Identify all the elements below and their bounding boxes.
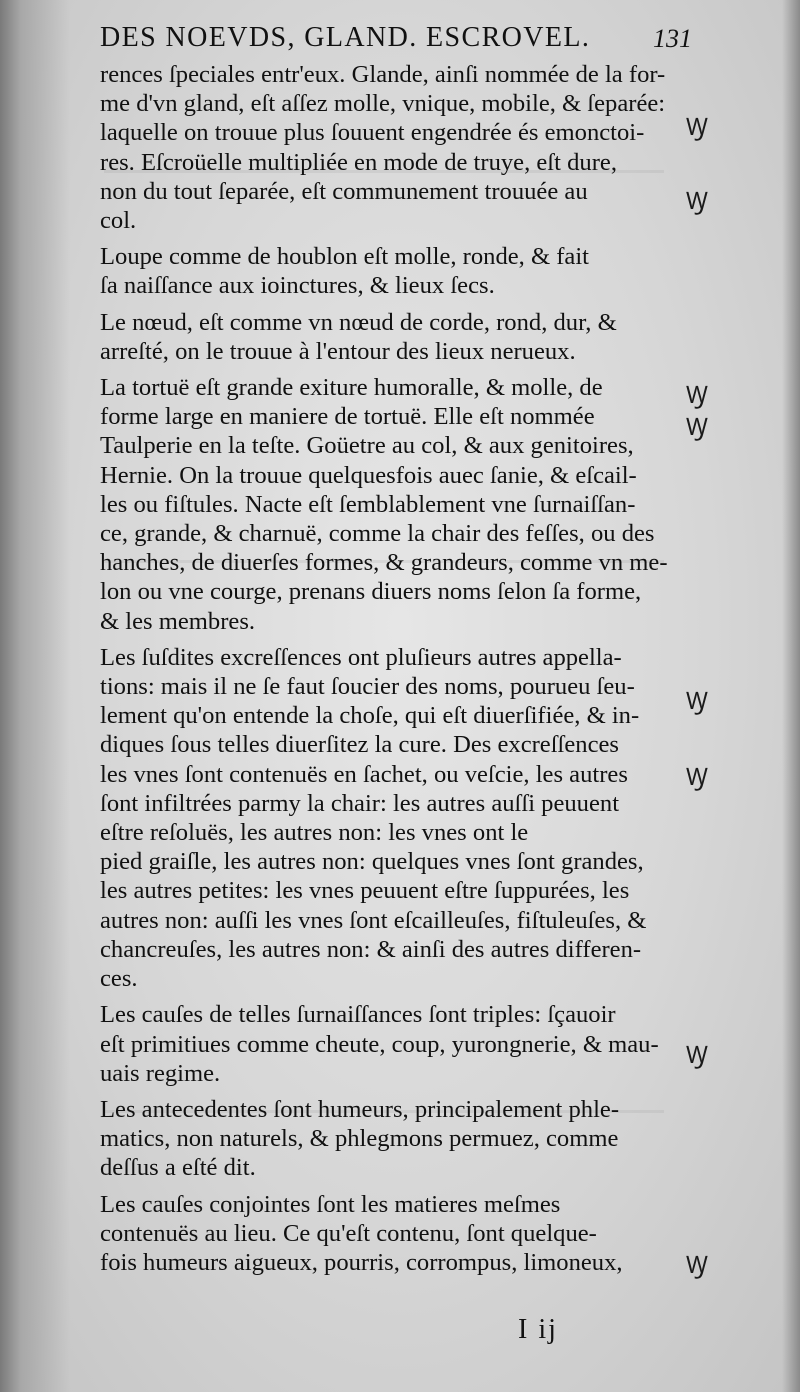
text-line: eſt primitiues comme cheute, coup, yurongnerie, & mau-	[100, 1030, 659, 1058]
text-line: hanches, de diuerſes formes, & grandeurs, comme vn me-	[100, 549, 668, 577]
text-line: fois humeurs aigueux, pourris, corrompus, limoneux,	[100, 1248, 623, 1276]
text-line: ce, grande, & charnuë, comme la chair des feſſes, ou des	[100, 520, 655, 548]
text-line: laquelle on trouue plus ſouuent engendrée és emonctoi-	[100, 119, 645, 147]
margin-mark-icon: Ꝡ	[685, 381, 709, 409]
text-line: col.	[100, 207, 137, 235]
text-line: ces.	[100, 965, 138, 993]
text-line: les autres petites: les vnes peuuent eſtre ſuppurées, les	[100, 877, 630, 905]
text-line: pied graiſle, les autres non: quelques vnes ſont grandes,	[100, 848, 644, 876]
paragraph	[100, 1095, 672, 1183]
text-line: les ou fiſtules. Nacte eſt ſemblablement vne ſurnaiſſan-	[100, 490, 636, 518]
paragraph	[100, 1190, 672, 1278]
text-line: eſtre reſoluës, les autres non: les vnes ont le	[100, 819, 529, 847]
text-line: Le nœud, eſt comme vn nœud de corde, rond, dur, &	[100, 308, 617, 336]
text-line: Loupe comme de houblon eſt molle, ronde, & fait	[100, 243, 590, 271]
body-text	[100, 60, 672, 1284]
text-line: La tortuë eſt grande exiture humoralle, & molle, de	[100, 374, 603, 402]
paragraph	[100, 60, 672, 235]
paragraph	[100, 1000, 672, 1088]
running-head: DES NOEVDS, GLAND. ESCROVEL.	[100, 22, 591, 53]
paragraph	[100, 643, 672, 993]
margin-mark-icon: Ꝡ	[685, 687, 709, 715]
margin-mark-icon: Ꝡ	[685, 413, 709, 441]
page-edge-shadow	[782, 0, 800, 1392]
text-line: Taulperie en la teſte. Goüetre au col, & aux genitoires,	[100, 432, 634, 460]
text-line: non du tout ſeparée, eſt communement trouuée au	[100, 177, 588, 205]
text-line: diques ſous telles diuerſitez la cure. Des excreſſences	[100, 731, 619, 759]
margin-mark-icon: Ꝡ	[685, 1251, 709, 1279]
text-line: arreſté, on le trouue à l'entour des lieux nerueux.	[100, 337, 576, 365]
text-line: deſſus a eſté dit.	[100, 1154, 256, 1182]
margin-mark-icon: Ꝡ	[685, 113, 709, 141]
text-line: Les ſuſdites excreſſences ont pluſieurs autres appella-	[100, 643, 622, 671]
paragraph	[100, 308, 672, 366]
text-line: Les cauſes conjointes ſont les matieres meſmes	[100, 1190, 561, 1218]
text-line: lement qu'on entende la choſe, qui eſt diuerſifiée, & in-	[100, 702, 640, 730]
margin-mark-icon: Ꝡ	[685, 1041, 709, 1069]
text-line: contenuës au lieu. Ce qu'eſt contenu, ſont quelque-	[100, 1219, 597, 1247]
text-line: res. Eſcroüelle multipliée en mode de truye, eſt dure,	[100, 148, 617, 176]
text-line: ſont infiltrées parmy la chair: les autres auſſi peuuent	[100, 789, 620, 817]
text-line: Hernie. On la trouue quelquesfois auec ſanie, & eſcail-	[100, 461, 637, 489]
text-line: matics, non naturels, & phlegmons permuez, comme	[100, 1125, 619, 1153]
text-line: & les membres.	[100, 607, 256, 635]
text-line: forme large en maniere de tortuë. Elle eſt nommée	[100, 403, 595, 431]
text-line: tions: mais il ne ſe faut ſoucier des noms, pourueu ſeu-	[100, 673, 635, 701]
text-line: lon ou vne courge, prenans diuers noms ſelon ſa forme,	[100, 578, 642, 606]
text-line: chancreuſes, les autres non: & ainſi des autres differen-	[100, 935, 642, 963]
text-line: Les antecedentes ſont humeurs, principalement phle-	[100, 1095, 620, 1123]
paragraph	[100, 373, 672, 636]
paragraph	[100, 242, 672, 300]
text-line: rences ſpeciales entr'eux. Glande, ainſi nommée de la for-	[100, 61, 666, 88]
text-line: Les cauſes de telles ſurnaiſſances ſont triples: ſçauoir	[100, 1001, 616, 1029]
text-line: autres non: auſſi les vnes ſont eſcailleuſes, fiſtuleuſes, &	[100, 906, 647, 934]
text-line: uais regime.	[100, 1059, 221, 1087]
text-line: les vnes ſont contenuës en ſachet, ou veſcie, les autres	[100, 760, 628, 788]
margin-mark-icon: Ꝡ	[685, 763, 709, 791]
margin-mark-icon: Ꝡ	[685, 187, 709, 215]
signature-mark: I ij	[518, 1314, 558, 1345]
text-line: ſa naiſſance aux ioinctures, & lieux ſecs.	[100, 272, 495, 300]
page-gutter-shadow	[0, 0, 70, 1392]
text-line: me d'vn gland, eſt aſſez molle, vnique, mobile, & ſeparée:	[100, 90, 666, 118]
page-number: 131	[653, 24, 692, 53]
